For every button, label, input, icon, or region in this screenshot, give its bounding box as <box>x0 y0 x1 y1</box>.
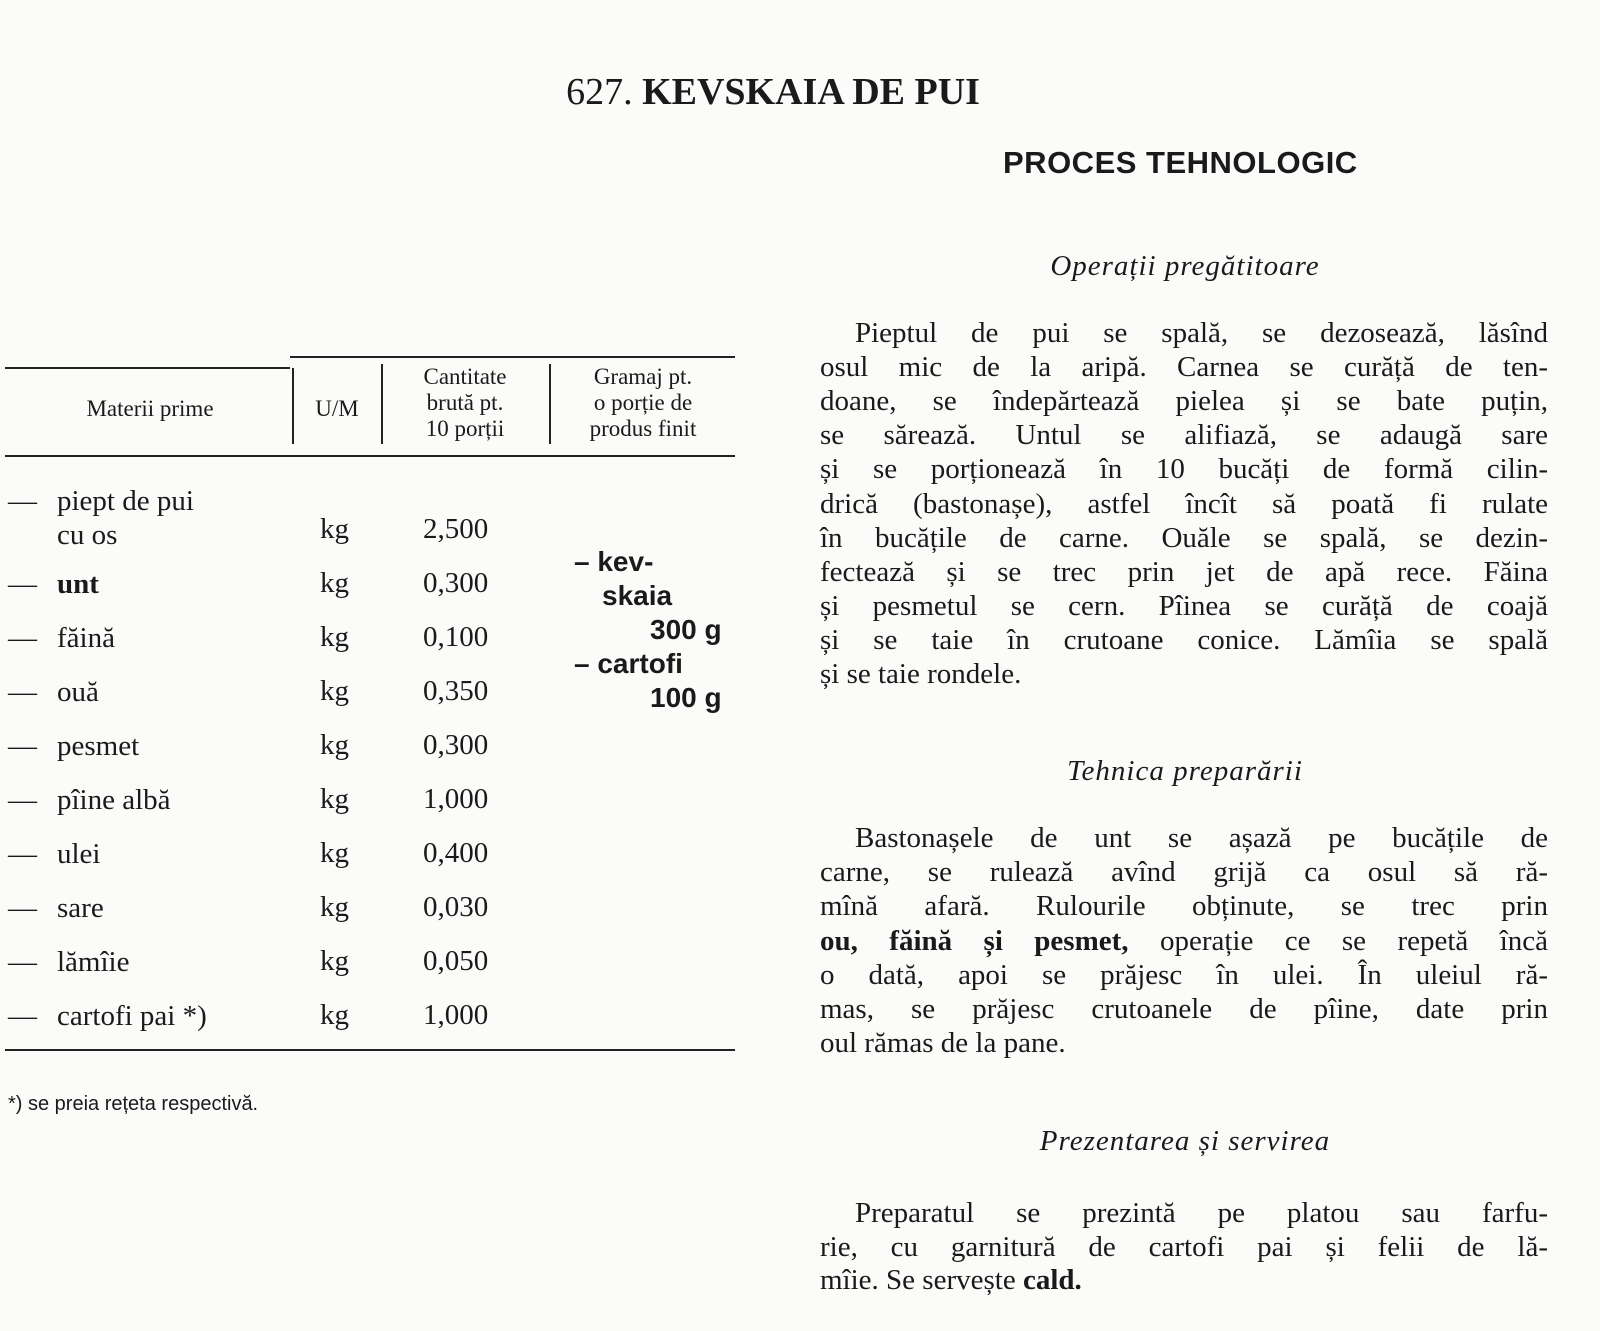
ingredient-name: ouă <box>57 676 99 708</box>
gramaj-line: – kev- <box>574 546 654 577</box>
ingredient-name: lămîie <box>57 946 130 978</box>
paragraph-line: mînă afară. Rulourile obținute, se trec prin <box>820 890 1548 923</box>
ingredient-dash: — <box>8 676 37 708</box>
ingredient-dash: — <box>8 892 37 924</box>
header-materii: Materii prime <box>86 396 214 421</box>
ingredient-unit: kg <box>320 513 349 545</box>
header-line: 10 porții <box>425 416 505 441</box>
ingredient-dash: — <box>8 838 37 870</box>
ingredient-dash: — <box>8 485 37 517</box>
paragraph-line: doane, se îndepărtează pielea și se bate puțin, <box>820 385 1548 418</box>
gramaj-line: – cartofi <box>574 648 683 679</box>
paragraph-line: fectează și se trec prin jet de apă rece. Făina <box>820 555 1548 588</box>
header-line: produs finit <box>589 416 697 441</box>
ingredient-dash: — <box>8 622 37 654</box>
ingredient-quantity: 1,000 <box>423 999 489 1031</box>
ingredient-quantity: 0,030 <box>423 891 489 923</box>
table-header-rule <box>5 455 735 457</box>
table-top-rule <box>5 367 290 369</box>
text: mîie. Se servește <box>820 1264 1023 1296</box>
recipe-name: KEVSKAIA DE PUI <box>642 71 980 113</box>
ingredient-unit: kg <box>320 729 349 761</box>
gramaj-line: skaia <box>602 580 673 611</box>
ingredient-quantity: 2,500 <box>423 513 489 545</box>
ingredient-name: sare <box>57 892 104 924</box>
paragraph-line: se sărează. Untul se alifiază, se adaugă sare <box>820 419 1548 452</box>
process-heading: PROCES TEHNOLOGIC <box>1003 145 1358 180</box>
ingredient-name: ulei <box>57 838 101 870</box>
gramaj-kevskaia <box>574 545 722 715</box>
ingredient-quantity: 1,000 <box>423 783 489 815</box>
paragraph-line: rie, cu garnitură de cartofi pai și felii de lă- <box>820 1230 1548 1263</box>
ingredient-unit: kg <box>320 675 349 707</box>
ingredient-name: cartofi pai *) <box>57 1000 207 1032</box>
ingredient-unit: kg <box>320 837 349 869</box>
paragraph-line <box>820 924 1548 958</box>
paragraph-line: o dată, apoi se prăjesc în ulei. În uleiul ră- <box>820 958 1548 991</box>
ingredient-unit: kg <box>320 891 349 923</box>
recipe-number: 627. <box>566 71 633 113</box>
ingredient-name: pîine albă <box>57 784 171 816</box>
section-title-tehnica: Tehnica preparării <box>1067 755 1303 787</box>
header-um: U/M <box>315 396 359 421</box>
paragraph-line: mas, se prăjesc crutoanele de pîine, date prin <box>820 993 1548 1025</box>
ingredient-dash: — <box>8 1000 37 1032</box>
paragraph-line: Preparatul se prezintă pe platou sau farfu- <box>855 1197 1548 1229</box>
ingredient-name: făină <box>57 622 115 654</box>
ingredient-unit: kg <box>320 567 349 599</box>
ingredient-dash: — <box>8 568 37 600</box>
header-gramaj <box>551 364 735 442</box>
paragraph-line: Bastonașele de unt se așază pe bucățile de <box>855 822 1548 854</box>
header-line: Gramaj pt. <box>593 364 693 389</box>
ingredient-unit: kg <box>320 621 349 653</box>
ingredient-unit: kg <box>320 945 349 977</box>
ingredient-name: unt <box>57 568 99 600</box>
ingredient-quantity: 0,100 <box>423 621 489 653</box>
paragraph-line: în bucățile de carne. Ouăle se spală, se dezin- <box>820 521 1548 554</box>
gramaj-line: 100 g <box>650 682 722 713</box>
ingredient-quantity: 0,350 <box>423 675 489 707</box>
paragraph-line: osul mic de la aripă. Carnea se curăță de ten- <box>820 351 1548 384</box>
ingredient-name: piept de pui <box>57 485 194 517</box>
gramaj-line: 300 g <box>650 614 722 645</box>
footnote: *) se preia rețeta respectivă. <box>8 1093 259 1115</box>
header-line: brută pt. <box>426 390 504 415</box>
paragraph-line: drică (bastonașe), astfel încît să poată fi rulate <box>820 487 1548 520</box>
text: operație ce se repetă încă <box>1128 924 1548 957</box>
ingredient-dash: — <box>8 784 37 816</box>
ingredient-dash: — <box>8 946 37 978</box>
bold-text: cald. <box>1022 1264 1082 1296</box>
header-line: o porție de <box>593 390 693 415</box>
header-line: Cantitate <box>423 364 507 389</box>
ingredient-unit: kg <box>320 999 349 1031</box>
paragraph-line: carne, se rulează avînd grijă ca osul să ră- <box>820 856 1548 889</box>
recipe-title <box>0 70 1546 114</box>
ingredient-quantity: 0,300 <box>423 729 489 761</box>
ingredient-quantity: 0,050 <box>423 945 489 977</box>
ingredient-dash: — <box>8 730 37 762</box>
paragraph-line: și se taie în crutoane conice. Lămîia se spală <box>820 623 1548 656</box>
section-title-operatii: Operații pregătitoare <box>1050 250 1320 282</box>
paragraph-line: Pieptul de pui se spală, se dezosează, lăsînd <box>855 317 1548 349</box>
bold-text: ou, făină și pesmet, <box>820 924 1129 957</box>
ingredient-quantity: 0,400 <box>423 837 489 869</box>
header-cantitate <box>383 364 547 442</box>
ingredient-name: pesmet <box>57 730 140 762</box>
ingredient-unit: kg <box>320 783 349 815</box>
paragraph-line: și pesmetul se cern. Pîinea se curăță de coajă <box>820 589 1548 622</box>
paragraph-line: și se taie rondele. <box>820 658 1022 690</box>
paragraph-line: oul rămas de la pane. <box>820 1027 1066 1060</box>
ingredient-quantity: 0,300 <box>423 567 489 599</box>
paragraph-line: și se porționează în 10 bucăți de formă cilin- <box>820 453 1548 486</box>
paragraph-line <box>820 1263 1548 1297</box>
table-top-rule-right <box>290 356 735 358</box>
ingredient-name: cu os <box>57 519 118 551</box>
section-title-prezentare: Prezentarea și servirea <box>1039 1125 1331 1157</box>
table-bottom-rule <box>5 1049 735 1051</box>
